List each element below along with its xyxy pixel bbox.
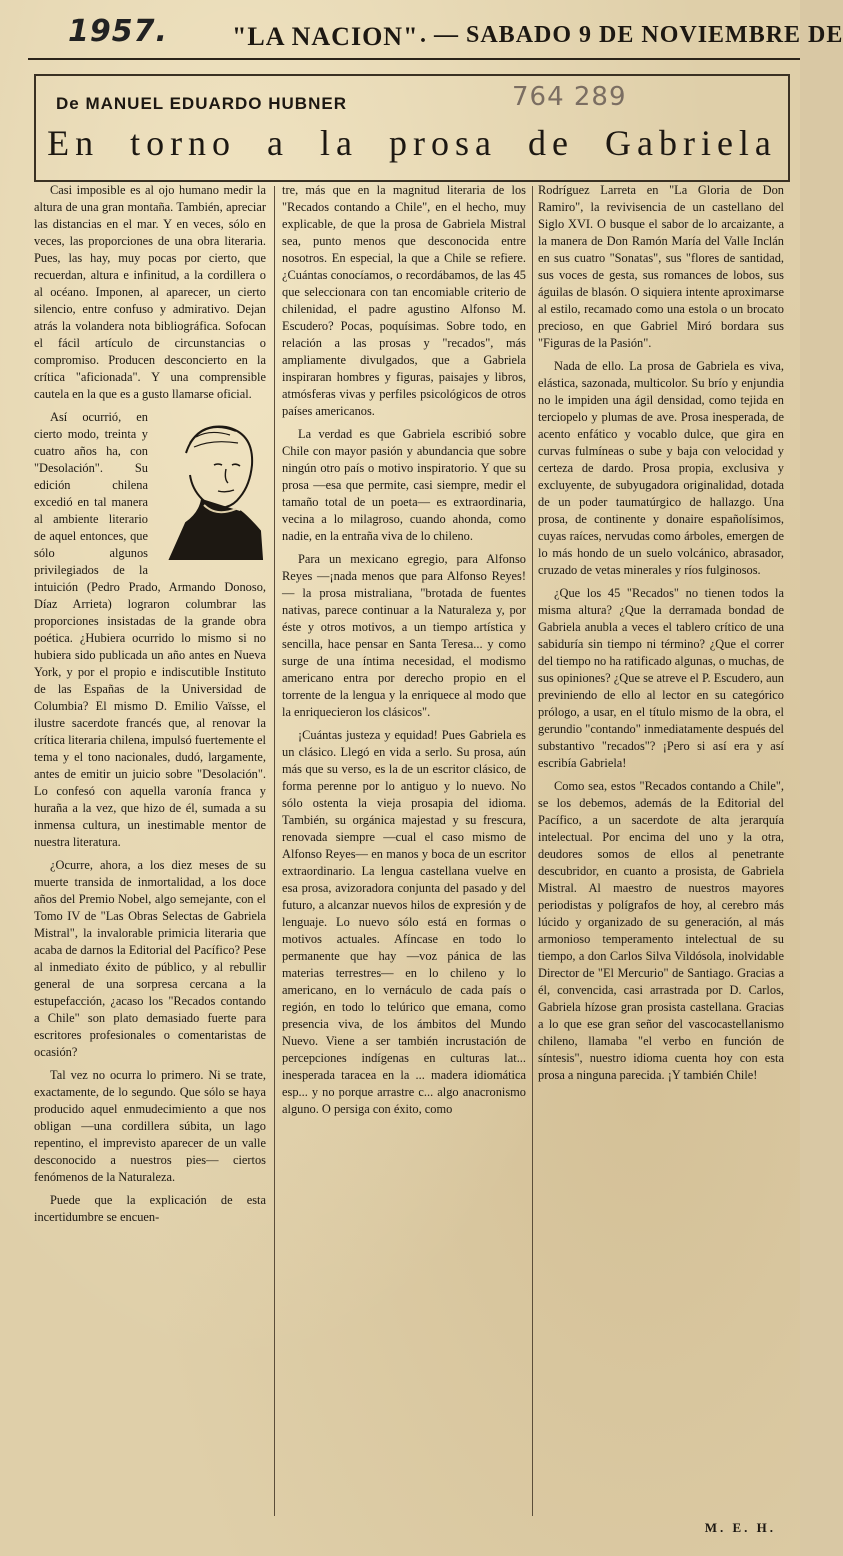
paragraph: ¡Cuántas justeza y equidad! Pues Gabriela es un clásico. Llegó en vida a serlo. Su prosa, aún más que su verso, es la de un escritor clásico, de forma perenne por lo antiguo y lo nuevo. No sólo ostenta la vieja prosapia del idioma. También, su orgánica majestad y su frescura, renovada siempre —cual el caso mismo de Alfonso Reyes— en manos y boca de un escritor extraordinario. La lengua castellana vuelve en esa prosa, avizoradora conjunta del pasado y del futuro, a alcanzar nuevos hilos de expresión y de lenguaje. Lo nuevo sólo está en formas o motivos actuales. Afíncase en todo lo permanente que hay —voz pánica de las materias terrestres— en lo chileno y lo americano, en lo vernáculo de cada país o región, en todo lo telúrico que emana, como presencia viva, de los ámbitos del Mundo Nuevo. Viene a ser también incrustación de percepciones indígenas en culturas lat... inesperada taracea en la ... madera idiomática esp... y no porque arrastre c... algo anacronismo alguno. O persiga con éxito, como [282, 728, 526, 1116]
article-column-3 [538, 182, 784, 1540]
article-column-2 [282, 182, 526, 1540]
archive-number: 764 289 [512, 82, 627, 112]
issue-date: . — SABADO 9 DE NOVIEMBRE DE [420, 22, 843, 48]
byline: De MANUEL EDUARDO HUBNER [56, 94, 347, 113]
headline-box [34, 74, 790, 182]
headline: En torno a la prosa de Gabriela [47, 123, 777, 163]
column-rule [274, 186, 275, 1516]
paragraph: Así ocurrió, en cierto modo, treinta y cuatro años ha, con "Desolación". Su edición chilena excedió en tal manera al ambiente literario de aquel entonces, que sólo algunos privilegiados de la intuición (Pedro Prado, Armando Donoso, Díaz Arrieta) lograron columbrar las proporciones insistadas de la grande obra poética. ¿Hubiera ocurrido lo mismo si no hubiera sido publicada un año antes en Nueva York, y por el propio e indiscutible Instituto de las Españas de la Universidad de Columbia? El mismo D. Emilio Vaïsse, el ilustre sacerdote francés que, al renovar la crítica literaria chilena, impulsó fuertemente el tema y el tono nacionales, dudó, largamente, antes de emitir un juicio sobre "Desolación". Lo confesó con aquella varonía franca y huraña a la vez, que hizo de él, sumada a su inmensa cultura, un inestimable mentor de nuestra literatura. [34, 410, 266, 849]
paragraph: Tal vez no ocurra lo primero. Ni se trate, exactamente, de lo segundo. Que sólo se haya producido aquel enmudecimiento a que nos obligan —una cordillera súbita, un lago repentino, el imprevisto aparecer de un valle desconocido a nuestros pies— ciertos fenómenos de la Naturaleza. [34, 1068, 266, 1184]
paragraph: Puede que la explicación de esta incertidumbre se encuen- [34, 1193, 266, 1224]
masthead-rule [28, 58, 800, 60]
paragraph: Nada de ello. La prosa de Gabriela es viva, elástica, sazonada, multicolor. Su brío y enjundia no le impiden una ágil densidad, como tejida en terciopelo y plumas de ave. Prosa inesperada, de acento enfático y vocablo dulce, que gira en curvas fulmíneas o sube y baja con velocidad y certeza de dardo. Prosa propia, exclusiva y excluyente, de subyugadora originalidad, dotada de un poder taumatúrgico de hallazgo. Una prosa, de continente y donaire españolísimos, cuyas raíces, nervudas como árboles, emergen de lo más hondo de un suelo volcánico, abrasador, cruzado de vetas minerales y ríos fulginosos. [538, 359, 784, 577]
portrait-illustration [156, 413, 266, 561]
paragraph: Para un mexicano egregio, para Alfonso Reyes —¡nada menos que para Alfonso Reyes!— la prosa mistraliana, "brotada de fuentes nativas, parece continuar a la Naturaleza y, por éste y otros motivos, a un tiempo artística y sencilla, hace pensar en Santa Teresa... y como surge de una íntima necesidad, el modismo americano entra por derecho propio en el torrente de la lengua y la enriquece al modo que la enriquecieron los clásicos". [282, 552, 526, 719]
paragraph: La verdad es que Gabriela escribió sobre Chile con mayor pasión y abundancia que sobre ningún otro país o motivo inspiratorio. Y que su prosa —esa que permite, casi siempre, medir el tamaño total de un poeta— es extraordinaria, vecina a lo milagroso, cuando ahonda, como nadie, en la entraña viva de lo chileno. [282, 427, 526, 543]
newspaper-name: "LA NACION" [232, 22, 419, 51]
paragraph: Como sea, estos "Recados contando a Chile", se los debemos, además de la Editorial del Pacífico, a un sacerdote de alta jerarquía intelectual. Por encima del uno y la otra, deudores somos de ellos al penetrante descubridor, en cuanto a prosista, de Gabriela Mistral. Al maestro de nuestros mayores periodistas y polígrafos de hoy, al cerebro más lúcido y organizado de su generación, al más armonioso temperamento intelectual de su tiempo, a don Carlos Silva Vildósola, inolvidable Director de "El Mercurio" de Santiago. Gracias a él, convencida, casi arrastrada por D. Carlos, Gabriela hízose gran prosista castellana. Gracias a lo que ese gran señor del vascocastellanismo chileno, llamaba "el verbo en función de síntesis", nuestro idioma cuenta hoy con esta prosa a ninguna parecida. ¡Y también Chile! [538, 779, 784, 1082]
paragraph: Casi imposible es al ojo humano medir la altura de una gran montaña. También, apreciar las distancias en el mar. Y en veces, sólo en veces, las proporciones de una obra literaria. Pues, las hay, muy pocas por cierto, que recuerdan, altura e infinitud, a la cordillera o al océano. Imponen, al aparecer, un cierto silencio, entre confuso y admirativo. Dejan atrás la volandera nota bibliográfica. Sofocan el fácil artículo de circunstancias o compromiso. Producen desconcierto en la crítica "aficionada". Y una comprensible cautela en la que es a gusto llamarse oficial. [34, 183, 266, 401]
paragraph: ¿Que los 45 "Recados" no tienen todos la misma altura? ¿Que la derramada bondad de Gabriela anubla a veces el tablero crítico de una sabiduría sin tiempo ni término? ¿Que el correr del tiempo no ha ratificado algunas, o muchas, de sus opiniones? ¿Que se atreve el P. Escudero, aun previniendo de ello al lector en su categórico prólogo, a usar, en el título mismo de la obra, el gerundio "contando" inmediatamente después del substantivo "recados"? ¡Pero si así era y así escribía Gabriela! [538, 586, 784, 770]
article-column-1 [34, 182, 266, 1540]
paragraph: Rodríguez Larreta en "La Gloria de Don Ramiro", la revivisencia de un castellano del Siglo XVI. O busque el sabor de lo arcaizante, a la manera de Don Ramón María del Valle Inclán en sus cuatro "Sonatas", sus "flores de santidad, sus voces de gesta, sus romances de lobos, sus águilas de blasón. O siquiera intente aproximarse al estilo, recamado como una estola o un brocato precioso, en que Gabriel Miró bordara sus "Figuras de la Pasión". [538, 183, 784, 350]
handwritten-year: 1957. [68, 14, 168, 49]
portrait-sketch-icon [156, 413, 266, 561]
author-signature: M. E. H. [704, 1520, 776, 1535]
column-rule [532, 186, 533, 1516]
paragraph: ¿Ocurre, ahora, a los diez meses de su muerte transida de inmortalidad, a los doce años del Premio Nobel, algo semejante, con el Tomo IV de "Las Obras Selectas de Gabriela Mistral", la invalorable primicia literaria que acaba de darnos la Editorial del Pacífico? Pese al inmediato éxito de público, y al rebullir general de una sorpresa cercana a la estupefacción, ¿acaso los "Recados contando a Chile" son plato demasiado fuerte para escritores profesionales o comentaristas de ocasión? [34, 858, 266, 1059]
paragraph: tre, más que en la magnitud literaria de los "Recados contando a Chile", en el hecho, muy explicable, de que la prosa de Gabriela Mistral sea, punto menos que desconocida entre nosotros. En especial, la que a Chile se refiere. ¿Cuántas conocíamos, o recordábamos, de las 45 que seleccionara con tan encomiable criterio de chilenidad, el padre agustino Alfonso M. Escudero? Pocas, poquísimas. Sobre todo, en relación a las prosas y "recados", más ampliamente divulgados, que a Gabriela inspiraran hombres y figuras, paisajes y libros, atmósferas vivas y perfiles psicológicos de otros países americanos. [282, 183, 526, 418]
